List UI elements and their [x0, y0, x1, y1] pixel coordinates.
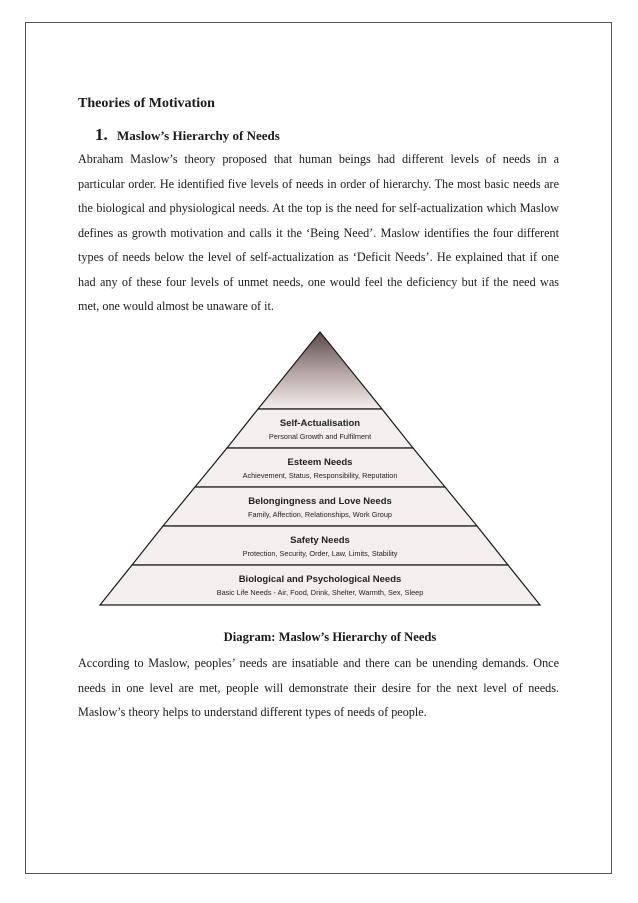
level-5-title: Biological and Psychological Needs	[238, 574, 402, 585]
section-title: Maslow’s Hierarchy of Needs	[117, 128, 280, 143]
level-2-title: Esteem Needs	[287, 457, 353, 468]
page-title: Theories of Motivation	[78, 96, 215, 111]
level-1-subtitle: Personal Growth and Fulfilment	[268, 432, 372, 441]
pyramid-band-biological	[100, 565, 540, 605]
level-1-title: Self-Actualisation	[279, 418, 361, 429]
level-2-subtitle: Achievement, Status, Responsibility, Reputation	[242, 471, 398, 480]
section-number: 1.	[95, 125, 108, 144]
conclusion-paragraph: According to Maslow, peoples’ needs are insatiable and there can be unending demands. Once needs in one level are met, people will demonstrate their desire for the next level of needs. Maslow’s theory helps to understand different types of needs of people.	[78, 656, 559, 719]
intro-paragraph: Abraham Maslow’s theory proposed that human beings had different levels of needs in a particular order. He identified five levels of needs in order of hierarchy. The most basic needs are the biological and physiological needs. At the top is the need for self-actualization which Maslow defines as growth motivation and calls it the ‘Being Need’. Maslow identifies the four different types of needs below the level of self-actualization as ‘Deficit Needs’. He explained that if one had any of these four levels of unmet needs, one would feel the deficiency but if the need was met, one would almost be unaware of it.	[78, 152, 559, 313]
diagram-caption-text: Diagram: Maslow’s Hierarchy of Needs	[223, 630, 437, 644]
level-3-subtitle: Family, Affection, Relationships, Work Group	[248, 510, 392, 519]
level-5-subtitle: Basic Life Needs - Air, Food, Drink, Shelter, Warmth, Sex, Sleep	[216, 588, 424, 597]
level-3-title: Belongingness and Love Needs	[248, 496, 392, 507]
level-4-title: Safety Needs	[290, 535, 350, 546]
diagram-caption	[0, 630, 638, 645]
level-4-subtitle: Protection, Security, Order, Law, Limits, Stability	[242, 549, 398, 558]
pyramid-apex	[258, 332, 382, 409]
